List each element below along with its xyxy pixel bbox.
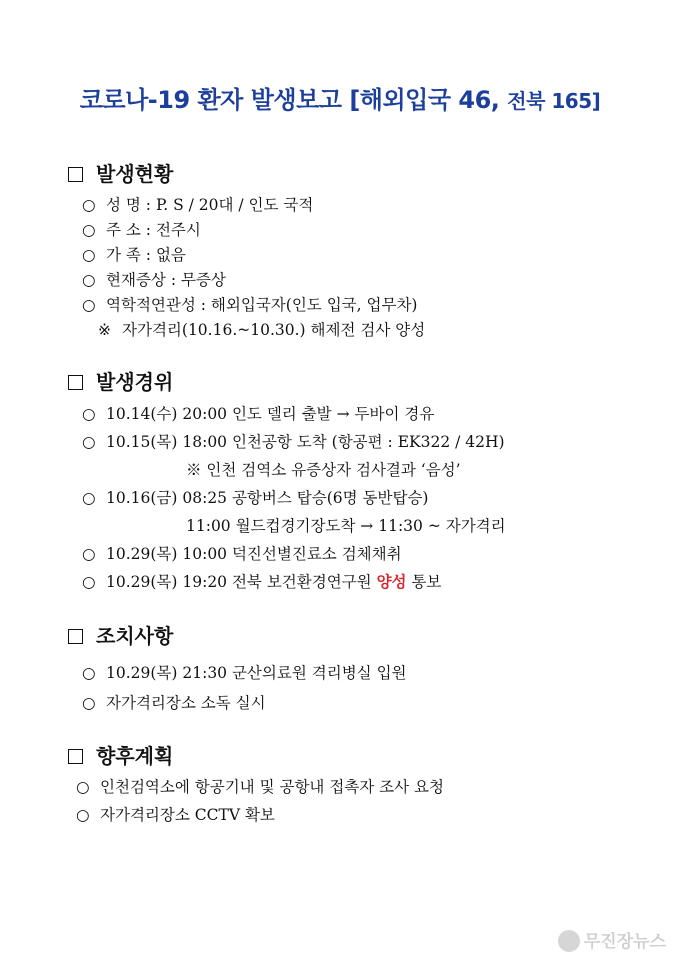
list-item: ○ 자가격리장소 CCTV 확보 bbox=[76, 806, 275, 824]
circle-bullet-icon: ○ bbox=[82, 196, 96, 214]
list-item: ○ 역학적연관성 : 해외입국자(인도 입국, 업무차) bbox=[82, 296, 418, 314]
list-item: ○ 10.29(목) 21:30 군산의료원 격리병실 입원 bbox=[82, 664, 407, 682]
checkbox-square-icon bbox=[68, 167, 83, 182]
page-title bbox=[0, 80, 680, 115]
list-item: ○ 성 명 : P. S / 20대 / 인도 국적 bbox=[82, 196, 314, 214]
section-heading-actions: 조치사항 bbox=[68, 620, 173, 649]
circle-bullet-icon: ○ bbox=[82, 545, 96, 563]
list-item: ○ 10.15(목) 18:00 인천공항 도착 (항공편 : EK322 / 42H) bbox=[82, 433, 505, 451]
title-small: 전북 165] bbox=[507, 89, 601, 113]
list-item: ○ 인천검역소에 항공기내 및 공항내 접촉자 조사 요청 bbox=[76, 778, 444, 796]
list-item: ○ 10.14(수) 20:00 인도 델리 출발 → 두바이 경유 bbox=[82, 405, 435, 423]
note-item: ※ 자가격리(10.16.~10.30.) 해제전 검사 양성 bbox=[98, 321, 426, 339]
section-heading-plans: 향후계획 bbox=[68, 740, 173, 769]
circle-bullet-icon: ○ bbox=[82, 573, 96, 591]
circle-bullet-icon: ○ bbox=[82, 489, 96, 507]
list-item: ○ 10.29(목) 10:00 덕진선별진료소 검체채취 bbox=[82, 545, 402, 563]
list-item: ○ 가 족 : 없음 bbox=[82, 246, 186, 264]
circle-bullet-icon: ○ bbox=[82, 246, 96, 264]
section-heading-status: 발생현황 bbox=[68, 158, 173, 187]
list-item: ○ 현재증상 : 무증상 bbox=[82, 271, 226, 289]
circle-bullet-icon: ○ bbox=[82, 694, 96, 712]
positive-result-text: 양성 bbox=[376, 572, 407, 591]
list-item: ○ 10.29(목) 19:20 전북 보건환경연구원 양성 통보 bbox=[82, 572, 442, 591]
watermark: 무진장뉴스 bbox=[558, 927, 666, 952]
checkbox-square-icon bbox=[68, 749, 83, 764]
reference-mark-icon: ※ bbox=[98, 321, 111, 339]
watermark-logo-icon bbox=[558, 930, 580, 952]
list-item: ○ 자가격리장소 소독 실시 bbox=[82, 694, 266, 712]
circle-bullet-icon: ○ bbox=[82, 271, 96, 289]
circle-bullet-icon: ○ bbox=[76, 806, 90, 824]
section-heading-timeline: 발생경위 bbox=[68, 366, 173, 395]
circle-bullet-icon: ○ bbox=[76, 778, 90, 796]
circle-bullet-icon: ○ bbox=[82, 664, 96, 682]
circle-bullet-icon: ○ bbox=[82, 296, 96, 314]
note-item: ※ 인천 검역소 유증상자 검사결과 ‘음성’ bbox=[186, 461, 461, 479]
title-main: 코로나-19 환자 발생보고 [해외입국 46, bbox=[79, 86, 500, 114]
list-item: ○ 10.16(금) 08:25 공항버스 탑승(6명 동반탑승) bbox=[82, 489, 429, 507]
circle-bullet-icon: ○ bbox=[82, 405, 96, 423]
circle-bullet-icon: ○ bbox=[82, 433, 96, 451]
circle-bullet-icon: ○ bbox=[82, 221, 96, 239]
list-item-continuation: 11:00 월드컵경기장도착 → 11:30 ~ 자가격리 bbox=[186, 517, 506, 535]
checkbox-square-icon bbox=[68, 629, 83, 644]
checkbox-square-icon bbox=[68, 375, 83, 390]
list-item: ○ 주 소 : 전주시 bbox=[82, 221, 201, 239]
